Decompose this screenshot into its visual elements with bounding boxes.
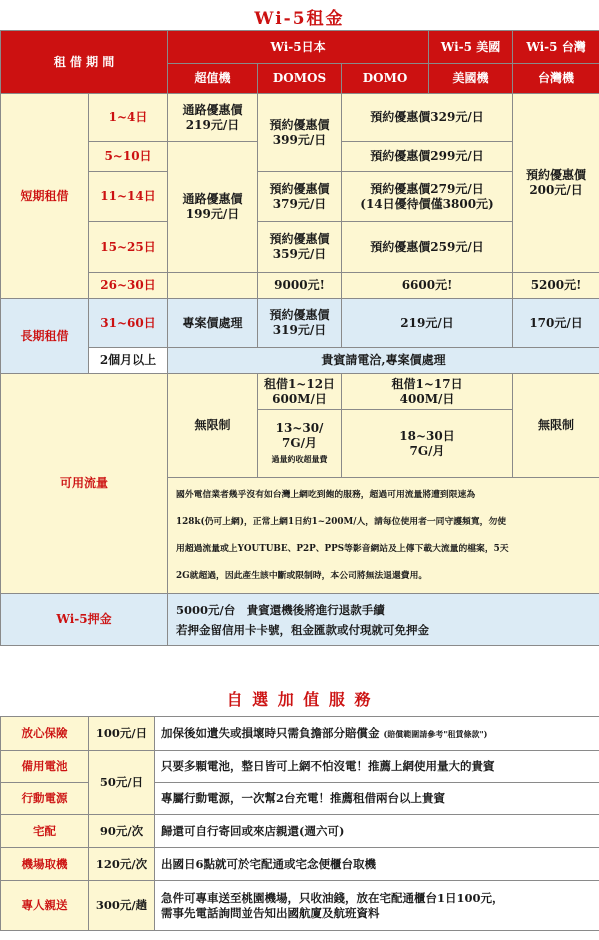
addon-insurance-price: 100元/日	[89, 717, 155, 751]
domo-price-2: 預約優惠價299元/日	[342, 142, 513, 172]
addon-delivery-name: 宅配	[1, 815, 89, 848]
model-taiwan: 台灣機	[513, 64, 599, 94]
addon-powerbank-desc: 專屬行動電源，一次幫2台充電！推薦租借兩台以上貴賓	[155, 783, 599, 815]
chaozhi-price-a: 通路優惠價 219元/日	[168, 94, 258, 142]
addon-airport-name: 機場取機	[1, 848, 89, 881]
period-2-months: 2個月以上	[89, 348, 168, 374]
period-header: 租 借 期 間	[1, 31, 168, 94]
addon-battery-price: 50元/日	[89, 751, 155, 815]
rental-price-table	[0, 30, 599, 646]
chaozhi-project-price: 專案價處理	[168, 299, 258, 348]
taiwan-traffic: 無限制	[513, 374, 599, 478]
addon-airport-desc: 出國日6點就可於宅配通或宅念便櫃台取機	[155, 848, 599, 881]
domo-price-1: 預約優惠價329元/日	[342, 94, 513, 142]
two-months-note: 貴賓請電洽,專案價處理	[168, 348, 599, 374]
domos-price-b: 預約優惠價 379元/日	[258, 172, 342, 222]
addon-title: 自 選 加 值 服 務	[226, 690, 373, 709]
period-11-14: 11~14日	[89, 172, 168, 222]
chaozhi-traffic: 無限制	[168, 374, 258, 478]
domo-price-3: 預約優惠價279元/日 (14日優待價僅3800元)	[342, 172, 513, 222]
domos-traffic-top: 租借1~12日 600M/日	[258, 374, 342, 410]
addon-delivery-desc: 歸還可自行寄回或來店親還(週六可)	[155, 815, 599, 848]
addon-courier-name: 專人親送	[1, 881, 89, 931]
addon-insurance-desc: 加保後如遺失或損壞時只需負擔部分賠償金 (賠償範圍請參考"租賃條款")	[155, 717, 599, 751]
chaozhi-price-b: 通路優惠價 199元/日	[168, 142, 258, 273]
traffic-label: 可用流量	[1, 374, 168, 594]
domos-flat: 9000元!	[258, 273, 342, 299]
model-usa: 美國機	[429, 64, 513, 94]
traffic-notice: 國外電信業者幾乎沒有如台灣上網吃到飽的服務，超過可用流量將遭到限速為 128k(仍可上網)，正常上網1日約1~200M/人，請每位使用者一同守護頻寬，勿使 用超過流量或上YOUTUBE、P2P、PPS等影音網站及上傳下載大流量的檔案，5天 2G就超過，因此產生該中斷或限制時，本公司將無法退還費用。	[168, 478, 599, 594]
addon-battery-desc: 只要多顆電池，整日皆可上網不怕沒電！推薦上網使用量大的貴賓	[155, 751, 599, 783]
period-5-10: 5~10日	[89, 142, 168, 172]
page-title: Wi-5租金	[254, 9, 345, 29]
taiwan-price-short: 預約優惠價 200元/日	[513, 94, 599, 273]
taiwan-long-price: 170元/日	[513, 299, 599, 348]
chaozhi-empty	[168, 273, 258, 299]
domo-flat: 6600元!	[342, 273, 513, 299]
deposit-label: Wi-5押金	[1, 594, 168, 646]
domo-long-price: 219元/日	[342, 299, 513, 348]
taiwan-header: Wi-5 台灣	[513, 31, 599, 64]
domos-price-c: 預約優惠價 359元/日	[258, 222, 342, 273]
taiwan-flat: 5200元!	[513, 273, 599, 299]
japan-header: Wi-5日本	[168, 31, 429, 64]
addon-powerbank-name: 行動電源	[1, 783, 89, 815]
addon-insurance-name: 放心保險	[1, 717, 89, 751]
addon-delivery-price: 90元/次	[89, 815, 155, 848]
addon-courier-price: 300元/趟	[89, 881, 155, 931]
deposit-info: 5000元/台 貴賓還機後將進行退款手續 若押金留信用卡卡號，租金匯款或付現就可免押金	[168, 594, 599, 646]
addon-courier-desc: 急件可專車送至桃園機場，只收油錢，放在宅配通櫃台1日100元， 需事先電話詢問並告知出國航廈及航班資料	[155, 881, 599, 931]
overage-note: 過量約收超量費	[271, 453, 328, 464]
period-15-25: 15~25日	[89, 222, 168, 273]
domo-traffic-top: 租借1~17日 400M/日	[342, 374, 513, 410]
domos-traffic-bottom: 13~30/ 7G/月 過量約收超量費	[258, 410, 342, 478]
domos-long-price: 預約優惠價 319元/日	[258, 299, 342, 348]
period-26-30: 26~30日	[89, 273, 168, 299]
long-term-label: 長期租借	[1, 299, 89, 374]
domos-price-a: 預約優惠價 399元/日	[258, 94, 342, 172]
short-term-label: 短期租借	[1, 94, 89, 299]
domo-traffic-bottom: 18~30日 7G/月	[342, 410, 513, 478]
model-chaozhi: 超值機	[168, 64, 258, 94]
period-31-60: 31~60日	[89, 299, 168, 348]
addon-battery-name: 備用電池	[1, 751, 89, 783]
usa-header: Wi-5 美國	[429, 31, 513, 64]
model-domos: DOMOS	[258, 64, 342, 94]
addon-airport-price: 120元/次	[89, 848, 155, 881]
model-domo: DOMO	[342, 64, 429, 94]
addon-services-table	[0, 716, 599, 931]
domo-price-4: 預約優惠價259元/日	[342, 222, 513, 273]
period-1-4: 1~4日	[89, 94, 168, 142]
